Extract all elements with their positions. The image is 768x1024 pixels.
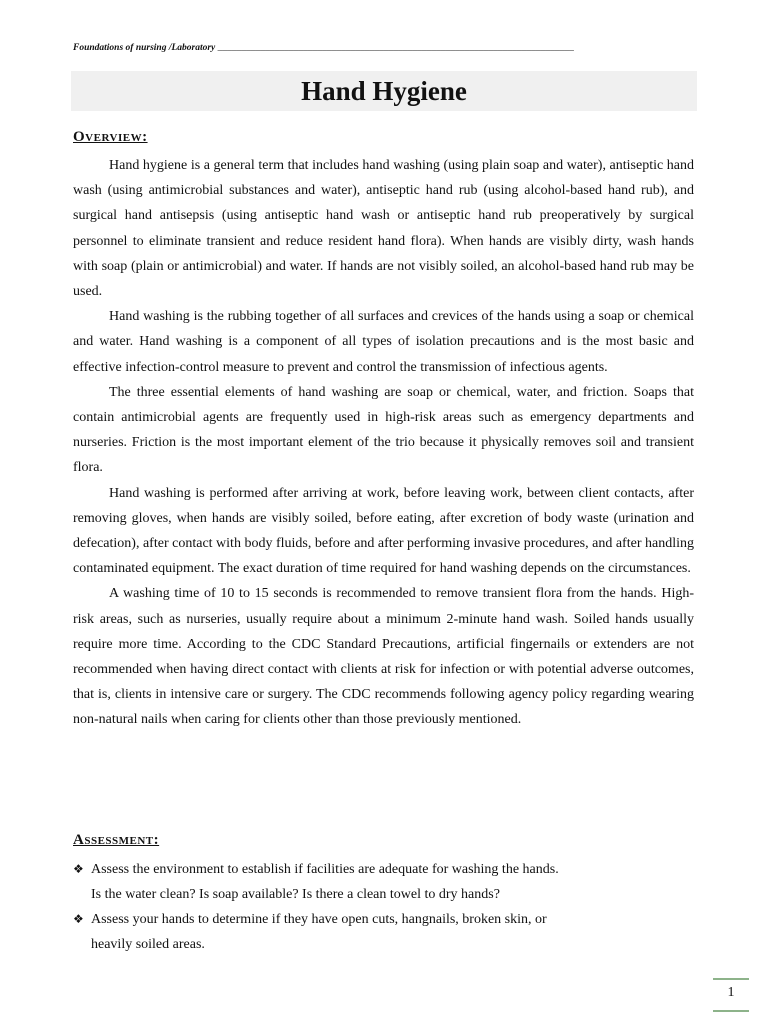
overview-paragraph: Hand washing is performed after arriving at work, before leaving work, between client contacts, after removing gloves, when hands are visibly soiled, before eating, after excretion of body waste (urination and defecation), after contact with body fluids, before and after performing invasive procedures, and after handling contaminated equipment. The exact duration of time required for hand washing depends on the circumstances. — [73, 485, 694, 577]
overview-paragraph: Hand washing is the rubbing together of all surfaces and crevices of the hands using a soap or chemical and water. Hand washing is a component of all types of isolation precautions and is the most basic and effective infection-control measure to prevent and control the transmission of infectious agents. — [73, 309, 694, 375]
list-item-line: Is the water clean? Is soap available? Is there a clean towel to dry hands? — [91, 887, 500, 902]
page-title: Hand Hygiene — [71, 71, 697, 111]
overview-heading: Overview: — [73, 129, 148, 145]
overview-paragraph: Hand hygiene is a general term that includes hand washing (using plain soap and water), antiseptic hand wash (using antimicrobial substances and water), antiseptic hand rub (using alcohol-based hand rub), and surgical hand antisepsis (using antiseptic hand wash or antiseptic hand rub preoperatively by surgical personnel to eliminate transient and reduce resident hand flora). When hands are visibly dirty, wash hands with soap (plain or antimicrobial) and water. If hands are not visibly soiled, an alcohol-based hand rub may be used. — [73, 158, 694, 300]
overview-paragraph: A washing time of 10 to 15 seconds is recommended to remove transient flora from the hands. High-risk areas, such as nurseries, usually require about a minimum 2-minute hand wash. Soiled hands usually require more time. According to the CDC Standard Precautions, artificial fingernails or extenders are not recommended when having direct contact with clients at risk for infection or with potential adverse outcomes, that is, clients in intensive care or surgery. The CDC recommends following agency policy regarding wearing non-natural nails when caring for clients other than those previously mentioned. — [73, 586, 694, 728]
diamond-bullet-icon: ❖ — [73, 912, 84, 926]
assessment-heading: Assessment: — [73, 832, 160, 848]
overview-body — [73, 153, 694, 733]
list-item-line: heavily soiled areas. — [91, 937, 205, 952]
assessment-list — [73, 857, 673, 957]
list-item — [73, 857, 673, 907]
running-header-rule: ___________________________________________________________________________ — [217, 43, 574, 53]
list-item-line: Assess the environment to establish if facilities are adequate for washing the hands. — [91, 862, 559, 877]
list-item — [73, 907, 639, 957]
running-header — [73, 41, 697, 55]
page-number: 1 — [713, 978, 749, 1012]
running-header-title: Foundations of nursing /Laboratory — [73, 43, 216, 53]
overview-paragraph: The three essential elements of hand washing are soap or chemical, water, and friction. Soaps that contain antimicrobial agents are frequently used in high-risk areas such as emergency departments and nurseries. Friction is the most important element of the trio because it physically removes soil and transient flora. — [73, 384, 694, 476]
list-item-line: Assess your hands to determine if they have open cuts, hangnails, broken skin, or — [91, 912, 547, 927]
diamond-bullet-icon: ❖ — [73, 862, 84, 876]
